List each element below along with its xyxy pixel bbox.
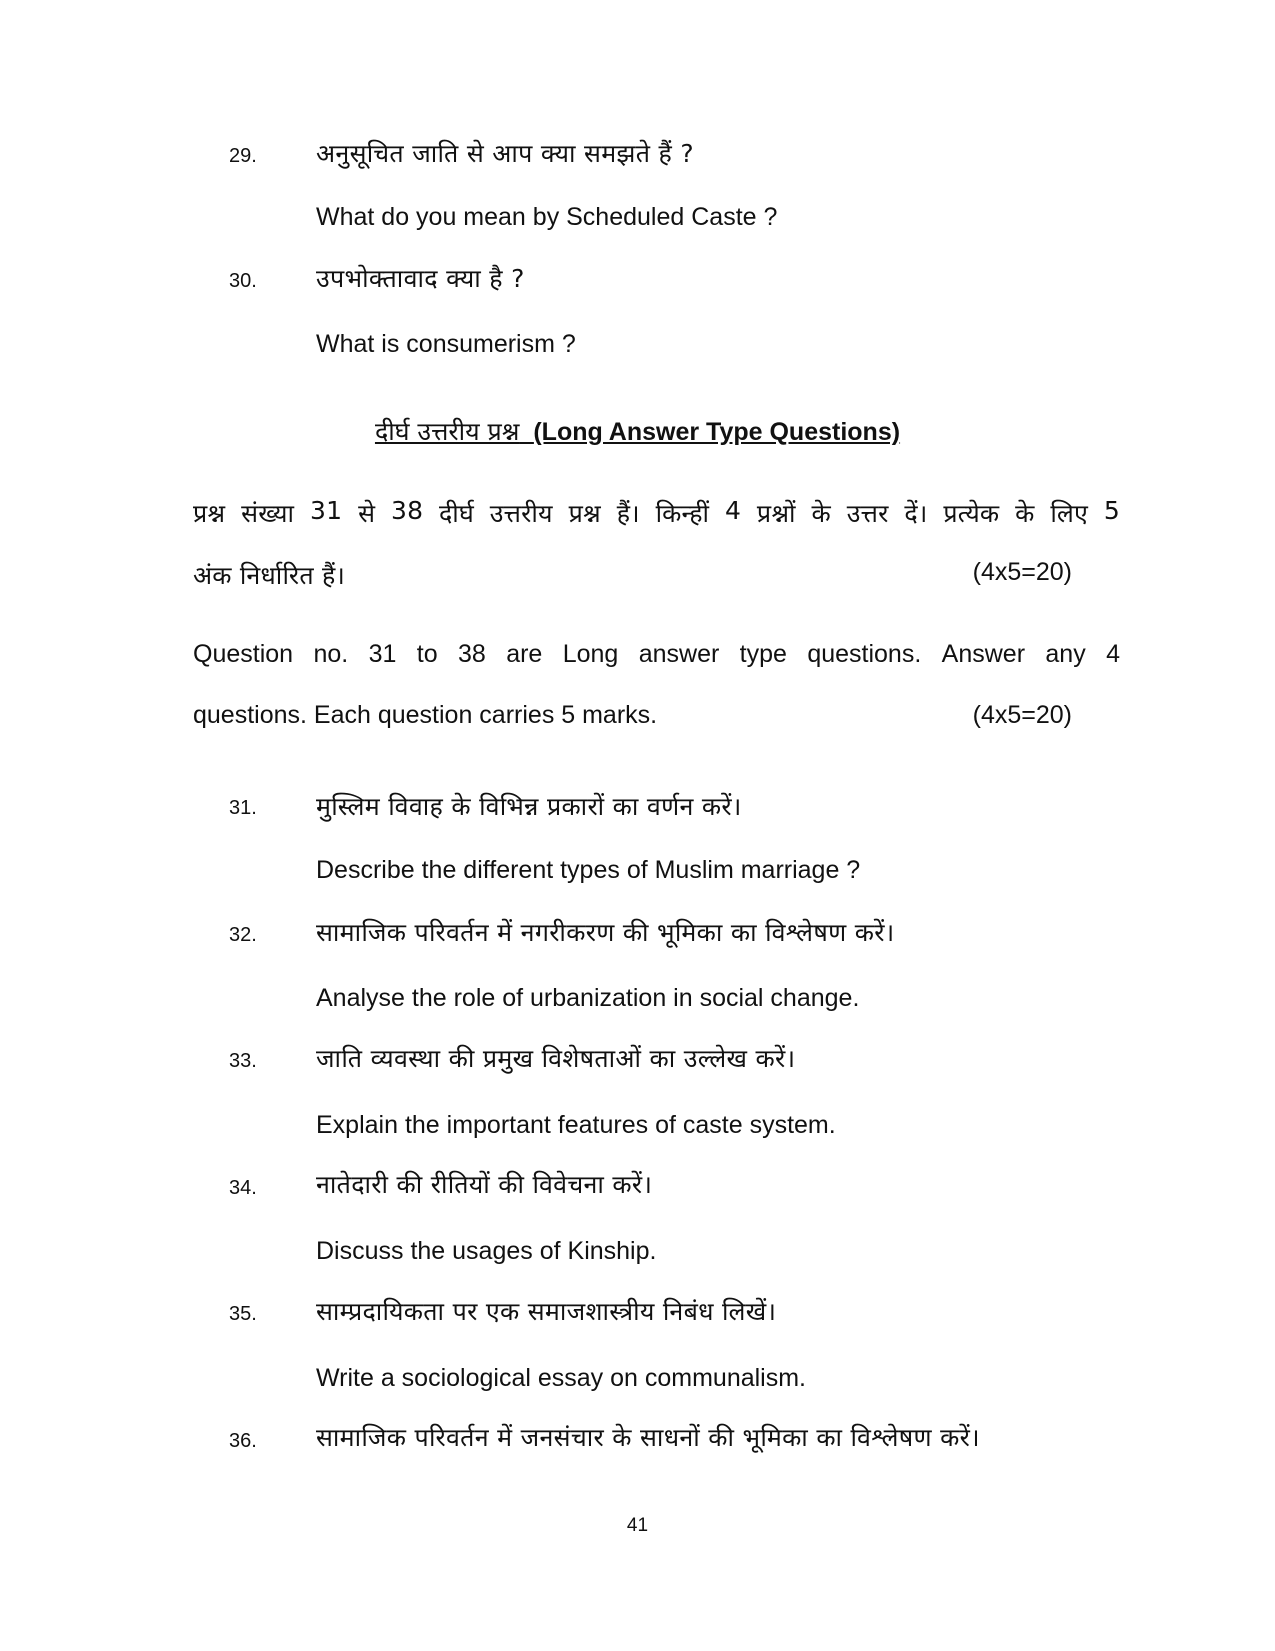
instruction-word: 38	[391, 496, 424, 525]
instruction-word: no.	[313, 640, 349, 668]
section-heading-hindi: दीर्घ उत्तरीय प्रश्न	[374, 417, 520, 446]
instruction-word: के	[1015, 499, 1035, 528]
instruction-word: Long	[562, 640, 619, 668]
instruction-english-line-1	[193, 640, 1120, 669]
instruction-word: type	[739, 640, 787, 668]
instruction-word: to	[416, 640, 438, 668]
question-number: 30.	[229, 270, 257, 292]
instruction-word: 5	[1103, 496, 1120, 525]
question-text-hindi: जाति व्यवस्था की प्रमुख विशेषताओं का उल्लेख करें।	[316, 1044, 796, 1073]
page-number: 41	[626, 1515, 649, 1536]
question-text-hindi: अनुसूचित जाति से आप क्या समझते हैं ?	[316, 139, 694, 168]
marks-allocation: (4x5=20)	[972, 701, 1072, 729]
instruction-word: 4	[1106, 640, 1120, 668]
question-number: 36.	[229, 1430, 257, 1452]
instruction-word: प्रश्न	[568, 499, 601, 528]
question-text-hindi: सामाजिक परिवर्तन में जनसंचार के साधनों की भूमिका का विश्लेषण करें।	[316, 1423, 980, 1452]
instruction-word: संख्या	[241, 499, 295, 528]
instruction-word: 4	[725, 496, 742, 525]
question-text-hindi: मुस्लिम विवाह के विभिन्न प्रकारों का वर्णन करें।	[316, 792, 742, 821]
instruction-word: any	[1045, 640, 1086, 668]
question-text-hindi: साम्प्रदायिकता पर एक समाजशास्त्रीय निबंध लिखें।	[316, 1297, 777, 1326]
question-text-hindi: नातेदारी की रीतियों की विवेचना करें।	[316, 1170, 653, 1199]
instruction-word: Answer	[941, 640, 1026, 668]
instruction-word: लिए	[1050, 499, 1088, 528]
instruction-word: Question	[193, 640, 294, 668]
instruction-word: दें।	[904, 499, 928, 528]
question-number: 33.	[229, 1050, 257, 1072]
instruction-word: प्रत्येक	[943, 499, 1000, 528]
question-number: 29.	[229, 145, 257, 167]
question-number: 32.	[229, 924, 257, 946]
instruction-word: प्रश्न	[193, 499, 226, 528]
question-text-hindi: सामाजिक परिवर्तन में नगरीकरण की भूमिका का विश्लेषण करें।	[316, 918, 895, 947]
instruction-word: 31	[368, 640, 397, 668]
question-text-english: What do you mean by Scheduled Caste ?	[316, 203, 778, 231]
section-heading-english: (Long Answer Type Questions)	[533, 418, 901, 446]
question-number: 35.	[229, 1303, 257, 1325]
instruction-word: answer	[638, 640, 720, 668]
instruction-word: उत्तरीय	[489, 499, 553, 528]
question-text-english: Discuss the usages of Kinship.	[316, 1237, 657, 1265]
instruction-word: प्रश्नों	[756, 499, 796, 528]
question-number: 34.	[229, 1177, 257, 1199]
question-text-english: Analyse the role of urbanization in social change.	[316, 984, 860, 1012]
instruction-english-line-2: questions. Each question carries 5 marks.	[193, 701, 658, 729]
instruction-word: 31	[310, 496, 343, 525]
instruction-hindi-line-2: अंक निर्धारित हैं।	[193, 561, 346, 590]
instruction-hindi-line-1	[193, 496, 1120, 530]
question-text-english: Explain the important features of caste system.	[316, 1111, 836, 1139]
marks-allocation: (4x5=20)	[972, 558, 1072, 586]
question-text-hindi: उपभोक्तावाद क्या है ?	[316, 264, 525, 293]
instruction-word: के	[811, 499, 831, 528]
question-text-english: Write a sociological essay on communalism.	[316, 1364, 807, 1392]
instruction-word: किन्हीं	[655, 499, 710, 528]
instruction-word: से	[358, 499, 376, 528]
question-text-english: Describe the different types of Muslim marriage ?	[316, 856, 861, 884]
instruction-word: दीर्घ	[439, 499, 474, 528]
instruction-word: questions.	[807, 640, 922, 668]
instruction-word: are	[506, 640, 543, 668]
instruction-word: हैं।	[616, 499, 640, 528]
instruction-word: 38	[458, 640, 486, 668]
question-text-english: What is consumerism ?	[316, 330, 576, 358]
instruction-word: उत्तर	[846, 499, 889, 528]
question-number: 31.	[229, 797, 257, 819]
section-heading	[0, 414, 1275, 448]
